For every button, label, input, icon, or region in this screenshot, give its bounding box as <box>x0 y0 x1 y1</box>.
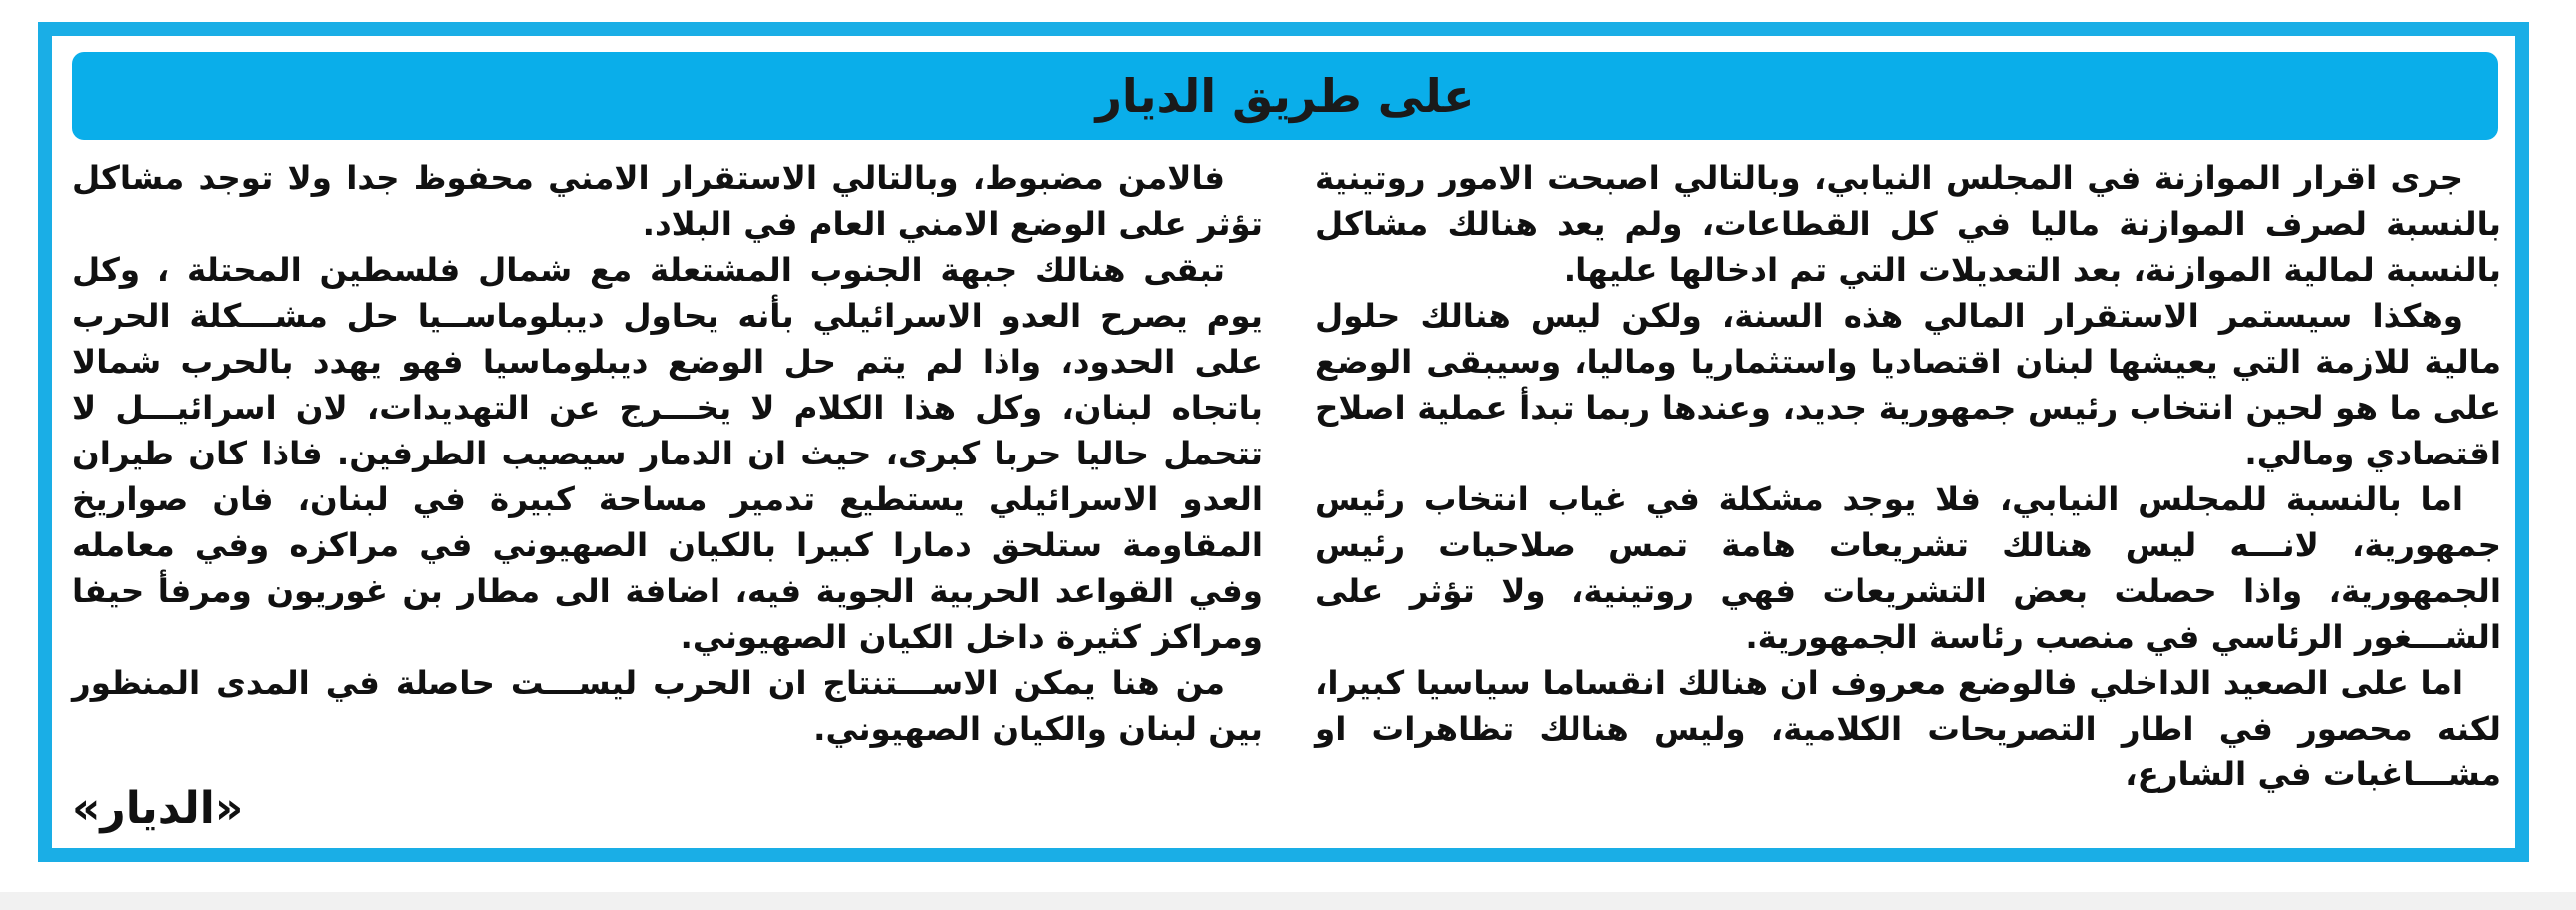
right-column <box>1315 155 2501 797</box>
article-title: على طريق الديار <box>1095 69 1475 123</box>
paragraph: اما على الصعيد الداخلي فالوضع معروف ان هنالك انقساما سياسيا كبيرا، لكنه محصور في اطار التصريحات الكلامية، وليس هنالك تظاهرات او مشـــاغبات في الشارع، <box>1315 664 2501 793</box>
title-bar <box>72 52 2498 140</box>
paragraph: جرى اقرار الموازنة في المجلس النيابي، وبالتالي اصبحت الامور روتينية بالنسبة لصرف الموازنة ماليا في كل القطاعات، ولم يعد هنالك مشاكل بالنسبة لمالية الموازنة، بعد التعديلات التي تم ادخالها عليها. <box>1315 159 2501 289</box>
left-column <box>72 155 1263 752</box>
bottom-strip <box>0 892 2576 910</box>
paragraph: تبقى هنالك جبهة الجنوب المشتعلة مع شمال فلسطين المحتلة ، وكل يوم يصرح العدو الاسرائيلي بأنه يحاول ديبلوماســيا حل مشـــكلة الحرب على الحدود، واذا لم يتم حل الوضع ديبلوماسيا فهو يهدد بالحرب شمالا باتجاه لبنان، وكل هذا الكلام لا يخـــرج عن التهديدات، لان اسرائيـــل لا تتحمل حاليا حربا كبرى، حيث ان الدمار سيصيب الطرفين. فاذا كان طيران العدو الاسرائيلي يستطيع تدمير مساحة كبيرة في لبنان، فان صواريخ المقاومة ستلحق دمارا كبيرا بالكيان الصهيوني في مراكزه وفي معامله وفي القواعد الحربية الجوية فيه، اضافة الى مطار بن غوريون ومرفأ حيفا ومراكز كثيرة داخل الكيان الصهيوني. <box>72 251 1263 656</box>
paragraph: من هنا يمكن الاســـتنتاج ان الحرب ليســـت حاصلة في المدى المنظور بين لبنان والكيان الصهيوني. <box>72 664 1263 748</box>
paragraph: اما بالنسبة للمجلس النيابي، فلا يوجد مشكلة في غياب انتخاب رئيس جمهورية، لانـــه ليس هنالك تشريعات هامة تمس صلاحيات رئيس الجمهورية، واذا حصلت بعض التشريعات فهي روتينية، ولا تؤثر على الشـــغور الرئاسي في منصب رئاسة الجمهورية. <box>1315 480 2501 656</box>
signature: «الديار» <box>72 783 244 834</box>
paragraph: وهكذا سيستمر الاستقرار المالي هذه السنة، ولكن ليس هنالك حلول مالية للازمة التي يعيشها لبنان اقتصاديا واستثماريا وماليا، وسيبقى الوضع على ما هو لحين انتخاب رئيس جمهورية جديد، وعندها ربما تبدأ عملية اصلاح اقتصادي ومالي. <box>1315 297 2501 472</box>
paragraph: فالامن مضبوط، وبالتالي الاستقرار الامني محفوظ جدا ولا توجد مشاكل تؤثر على الوضع الامني العام في البلاد. <box>72 159 1263 243</box>
